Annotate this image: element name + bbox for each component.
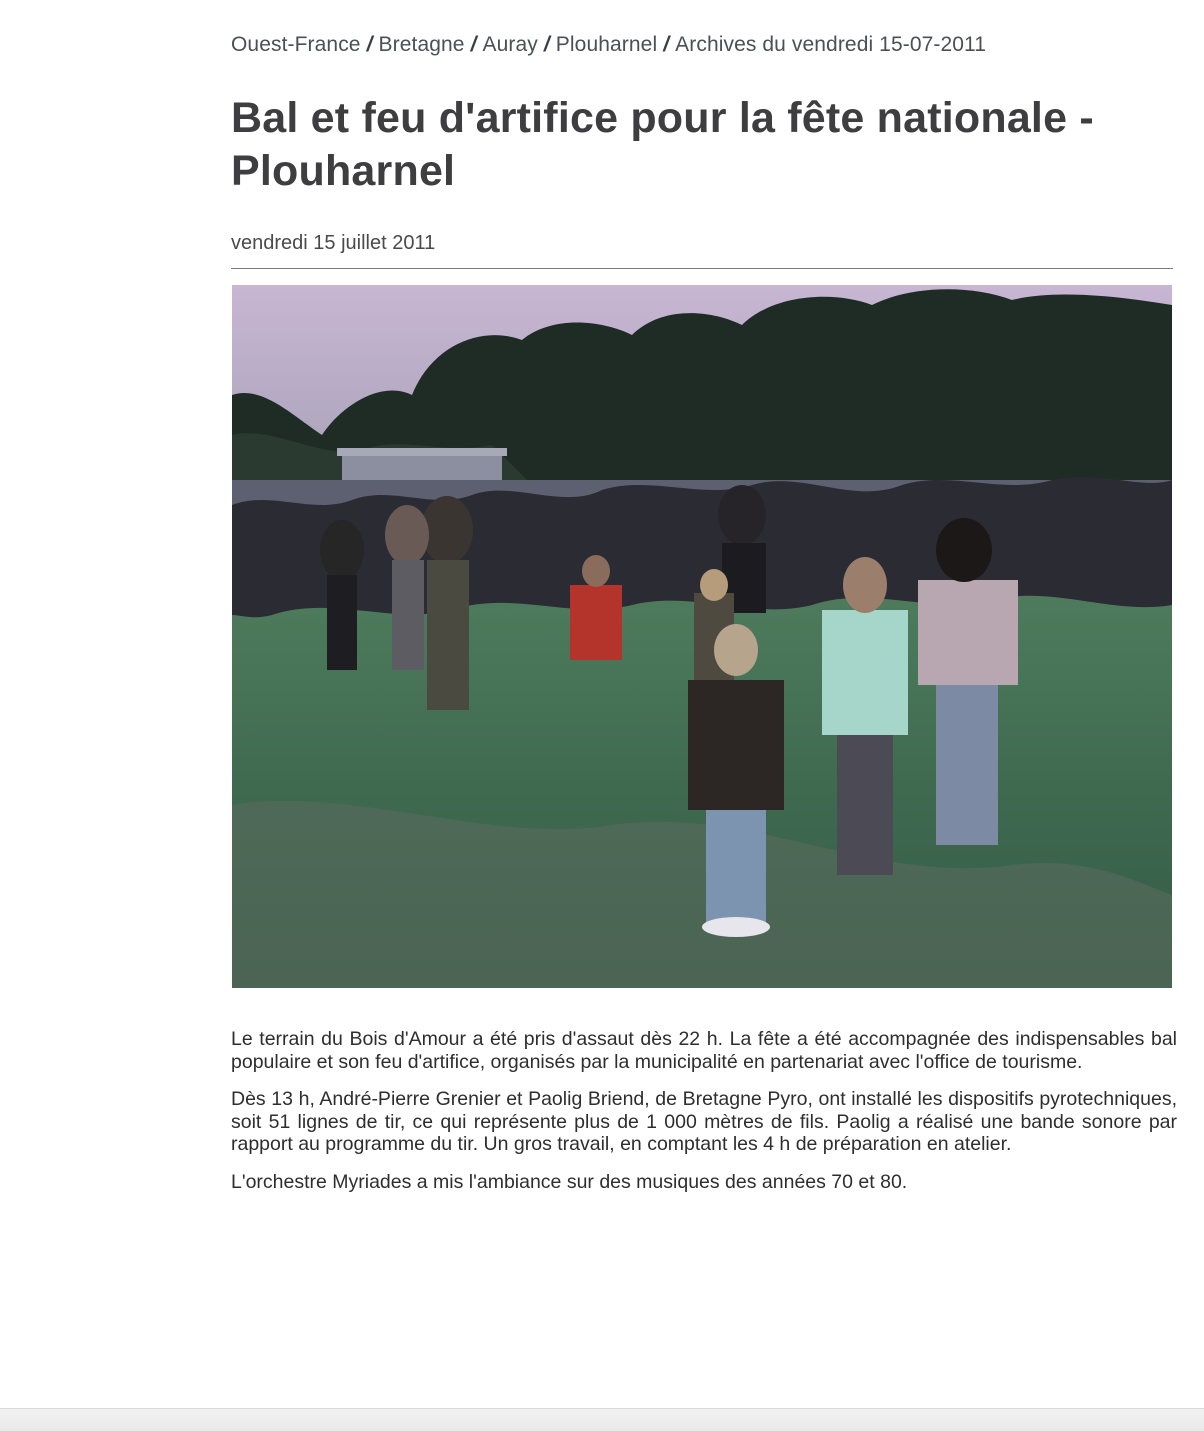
article-photo	[232, 285, 1172, 988]
title-divider	[231, 268, 1173, 269]
scan-page-edge	[0, 1408, 1204, 1431]
breadcrumb-item-bretagne[interactable]: Bretagne	[378, 33, 465, 56]
breadcrumb-separator: /	[470, 33, 477, 56]
breadcrumb-separator: /	[543, 33, 550, 56]
breadcrumb-item-archives[interactable]: Archives du vendredi 15-07-2011	[675, 33, 987, 56]
breadcrumb-item-auray[interactable]: Auray	[482, 33, 538, 56]
photo-building	[342, 453, 502, 483]
article-title: Bal et feu d'artifice pour la fête nationale - Plouharnel	[231, 94, 1094, 195]
breadcrumb	[231, 33, 986, 57]
article-paragraph: Dès 13 h, André-Pierre Grenier et Paolig Briend, de Bretagne Pyro, ont installé les dispositifs pyrotechniques, soit 51 lignes de tir, ce qui représente plus de 1 000 mètres de fils. Paolig a réalisé une bande sonore par rapport au programme du tir. Un gros travail, en comptant les 4 h de préparation en atelier.	[231, 1088, 1177, 1155]
breadcrumb-item-plouharnel[interactable]: Plouharnel	[555, 33, 658, 56]
breadcrumb-separator: /	[663, 33, 670, 56]
article-paragraph: Le terrain du Bois d'Amour a été pris d'assaut dès 22 h. La fête a été accompagnée des indispensables bal populaire et son feu d'artifice, organisés par la municipalité en partenariat avec l'office de tourisme.	[231, 1028, 1177, 1073]
breadcrumb-item-ouest-france[interactable]: Ouest-France	[231, 33, 361, 56]
breadcrumb-separator: /	[366, 33, 373, 56]
article-body	[231, 1028, 1177, 1208]
article-date: vendredi 15 juillet 2011	[231, 232, 436, 254]
article-paragraph: L'orchestre Myriades a mis l'ambiance sur des musiques des années 70 et 80.	[231, 1170, 908, 1193]
photo-illustration	[232, 285, 1172, 988]
photo-building-roof	[337, 448, 507, 456]
